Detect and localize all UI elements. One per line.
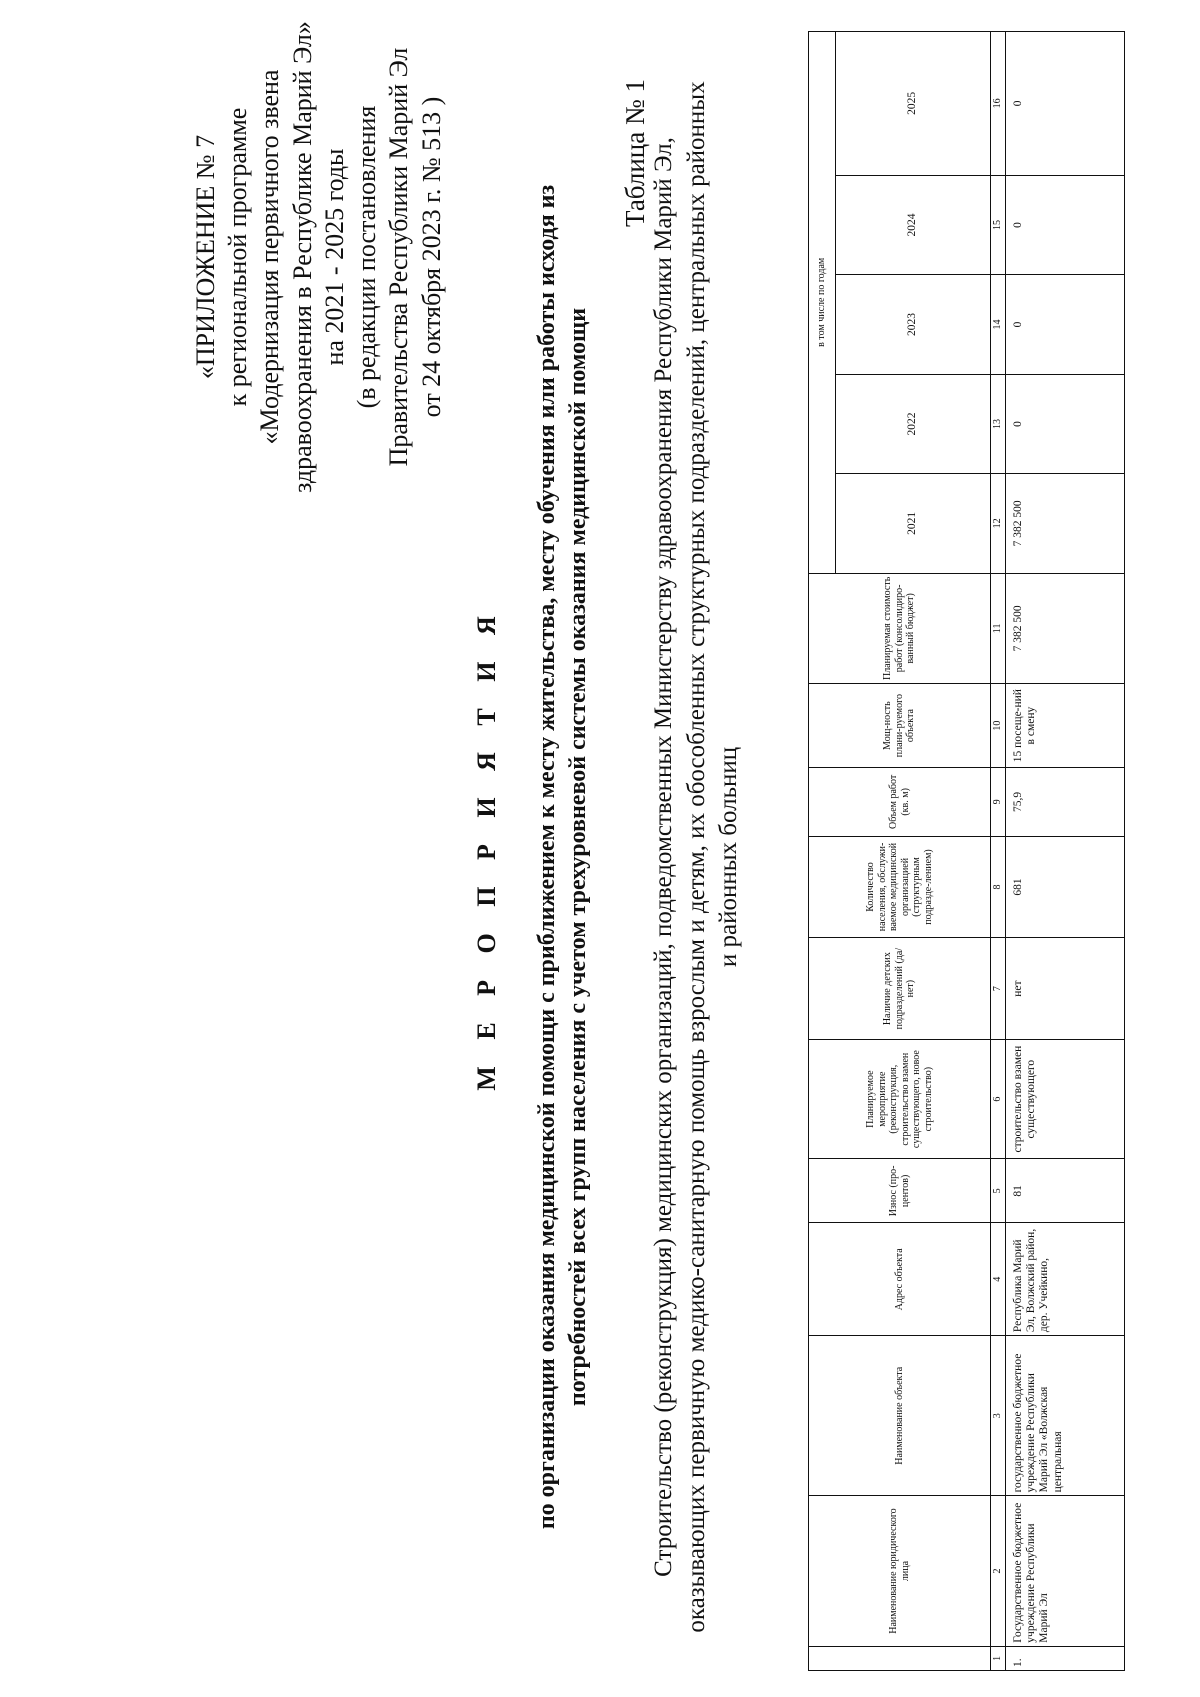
year-2024-cell: 0 (1006, 175, 1125, 274)
legal-entity-cell: Государственное бюджетное учреждение Республики Марий Эл (1006, 1496, 1125, 1646)
header-cell: Адрес объекта (809, 1223, 991, 1336)
object-address-cell: Республика Марий Эл, Волжский район, дер. Учейкино, (1006, 1223, 1125, 1336)
column-number-row (991, 32, 1006, 1671)
appendix-line: от 24 октября 2023 г. № 513 ) (416, 96, 446, 418)
wear-cell: 81 (1006, 1159, 1125, 1223)
column-number: 6 (991, 1039, 1006, 1158)
year-2023-cell: 0 (1006, 275, 1125, 374)
work-volume-cell: 75,9 (1006, 768, 1125, 837)
header-cell-year: 2022 (836, 374, 991, 473)
column-number: 10 (991, 684, 1006, 768)
planned-cost-cell: 7 382 500 (1006, 573, 1125, 684)
capacity-cell: 15 посеще-ний в смену (1006, 684, 1125, 768)
population-cell: 681 (1006, 836, 1125, 938)
header-cell-year: 2021 (836, 474, 991, 573)
appendix-line: к региональной программе (223, 107, 253, 407)
appendix-line: (в редакции постановления (352, 105, 382, 409)
column-number: 1 (991, 1646, 1006, 1670)
column-number: 12 (991, 474, 1006, 573)
header-cell: Количество населения, обслужи-ваемое медицинской организацией (структурным подразде-лением) (809, 836, 991, 938)
appendix-block (190, 0, 448, 517)
header-cell: Наименование юридического лица (809, 1496, 991, 1646)
row-number: 1. (1006, 1646, 1125, 1670)
section-title: Строительство (реконструкция) медицинских организаций, подведомственных Министерству здравоохранения Республики Марий Эл, оказывающих первичную медико-санитарную помощь взрослым и детям, их обособленных структурных подразделений, центральных районных и районных больниц (650, 81, 742, 1633)
column-number: 14 (991, 275, 1006, 374)
header-cell: Наименование объекта (809, 1336, 991, 1496)
year-2021-cell: 7 382 500 (1006, 474, 1125, 573)
header-cell: Планируемое мероприятие (реконструкция, строительство взамен существующего, новое строительство) (809, 1039, 991, 1158)
appendix-line: здравоохранения в Республике Марий Эл» (287, 21, 317, 493)
header-cell: Наличие детских подразделений (да/нет) (809, 938, 991, 1040)
header-cell-year: 2023 (836, 275, 991, 374)
object-name-cell: государственное бюджетное учреждение Республики Марий Эл «Волжская центральная (1006, 1336, 1125, 1496)
header-cell: Мощ-ность плани-руемого объекта (809, 684, 991, 768)
planned-measure-cell: строительство взамен существующего (1006, 1039, 1125, 1158)
document-subtitle: по организации оказания медицинской помощи с приближением к месту жительства, месту обучения или работы исходя из потребностей всех групп населения с учетом трехуровневой системы оказания медицинской помощи (534, 184, 592, 1530)
column-number: 3 (991, 1336, 1006, 1496)
measures-table (808, 31, 1125, 1671)
column-number: 15 (991, 175, 1006, 274)
column-number: 5 (991, 1159, 1006, 1223)
column-number: 8 (991, 836, 1006, 938)
table-number: Таблица № 1 (620, 79, 650, 227)
appendix-line: Правительства Республики Марий Эл (384, 47, 414, 467)
column-number: 11 (991, 573, 1006, 684)
column-number: 2 (991, 1496, 1006, 1646)
header-cell: Износ (про-центов) (809, 1159, 991, 1223)
header-cell: Планируемая стоимость работ (консолидиро-ванный бюджет) (809, 573, 991, 684)
header-cell: Объем работ (кв. м) (809, 768, 991, 837)
appendix-line: «ПРИЛОЖЕНИЕ № 7 (191, 134, 220, 380)
column-number: 9 (991, 768, 1006, 837)
table-row (1006, 32, 1125, 1671)
appendix-line: на 2021 - 2025 годы (319, 148, 349, 366)
column-number: 13 (991, 374, 1006, 473)
header-group-years: в том числе по годам (809, 32, 836, 574)
column-number: 7 (991, 938, 1006, 1040)
year-2022-cell: 0 (1006, 374, 1125, 473)
appendix-line: «Модернизация первичного звена (255, 69, 285, 445)
document-title: М Е Р О П Р И Я Т И Я (472, 606, 501, 1091)
header-cell-year: 2025 (836, 32, 991, 176)
column-number: 16 (991, 32, 1006, 176)
header-cell (809, 1646, 991, 1670)
year-2025-cell: 0 (1006, 32, 1125, 176)
children-units-cell: нет (1006, 938, 1125, 1040)
header-cell-year: 2024 (836, 175, 991, 274)
column-number: 4 (991, 1223, 1006, 1336)
header-row-group (809, 32, 836, 1671)
